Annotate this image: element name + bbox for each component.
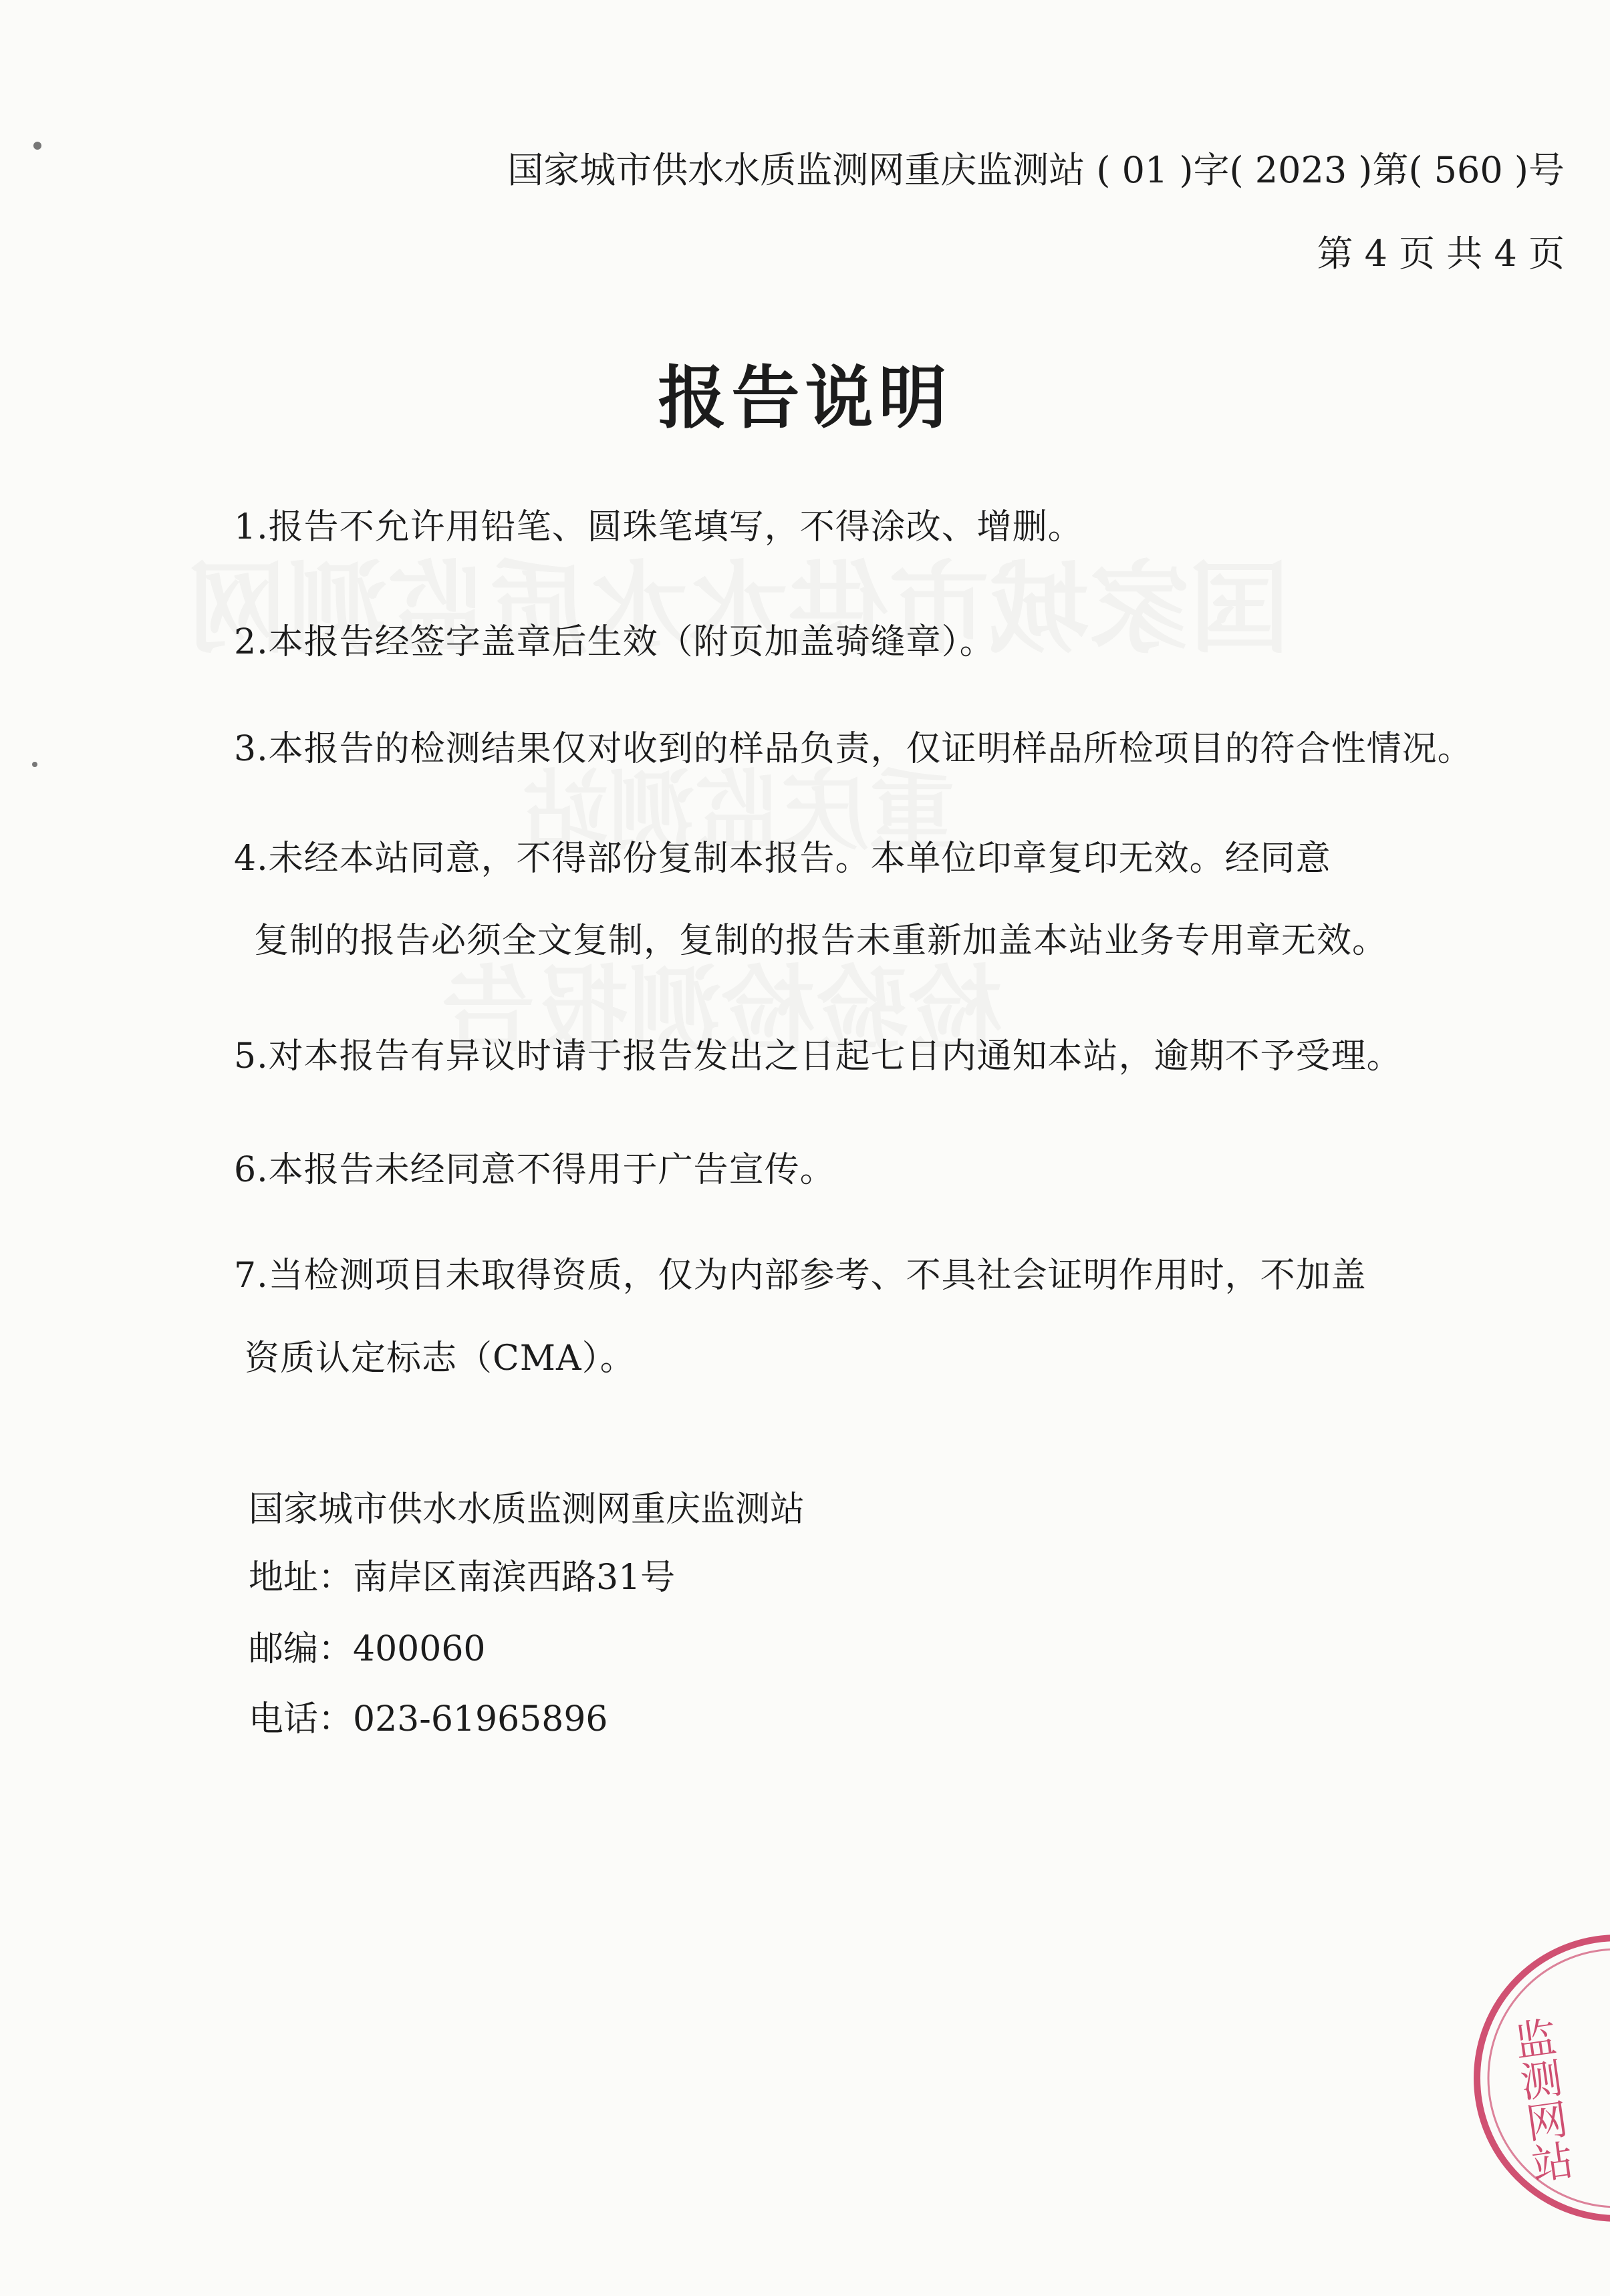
seal-text: 监测网站 xyxy=(1504,2014,1577,2186)
official-seal xyxy=(1417,1918,1610,2265)
report-number: 国家城市供水水质监测网重庆监测站 ( 01 )字( 2023 )第( 560 )号 xyxy=(507,149,1565,191)
list-item-continuation: 复制的报告必须全文复制，复制的报告未重新加盖本站业务专用章无效。 xyxy=(254,921,1388,961)
list-item: 7.当检测项目未取得资质，仅为内部参考、不具社会证明作用时，不加盖 xyxy=(234,1256,1367,1296)
list-item: 5.对本报告有异议时请于报告发出之日起七日内通知本站，逾期不予受理。 xyxy=(234,1036,1402,1077)
list-item: 3.本报告的检测结果仅对收到的样品负责，仅证明样品所检项目的符合性情况。 xyxy=(234,729,1473,769)
punch-hole xyxy=(33,142,41,150)
list-item: 1.报告不允许用铅笔、圆珠笔填写，不得涂改、增删。 xyxy=(234,507,1083,547)
list-item: 6.本报告未经同意不得用于广告宣传。 xyxy=(234,1150,835,1190)
punch-hole xyxy=(32,762,37,767)
page-title: 报告说明 xyxy=(658,359,952,438)
list-item: 2.本报告经签字盖章后生效（附页加盖骑缝章）。 xyxy=(234,622,995,662)
list-item: 4.未经本站同意，不得部份复制本报告。本单位印章复印无效。经同意 xyxy=(234,839,1331,879)
phone: 电话：023-61965896 xyxy=(249,1699,608,1739)
address: 地址：南岸区南滨西路31号 xyxy=(249,1558,676,1598)
org-name: 国家城市供水水质监测网重庆监测站 xyxy=(249,1489,805,1530)
page-indicator: 第 4 页 共 4 页 xyxy=(1317,233,1565,275)
postcode: 邮编：400060 xyxy=(249,1629,486,1669)
list-item-continuation: 资质认定标志（CMA）。 xyxy=(245,1338,636,1379)
